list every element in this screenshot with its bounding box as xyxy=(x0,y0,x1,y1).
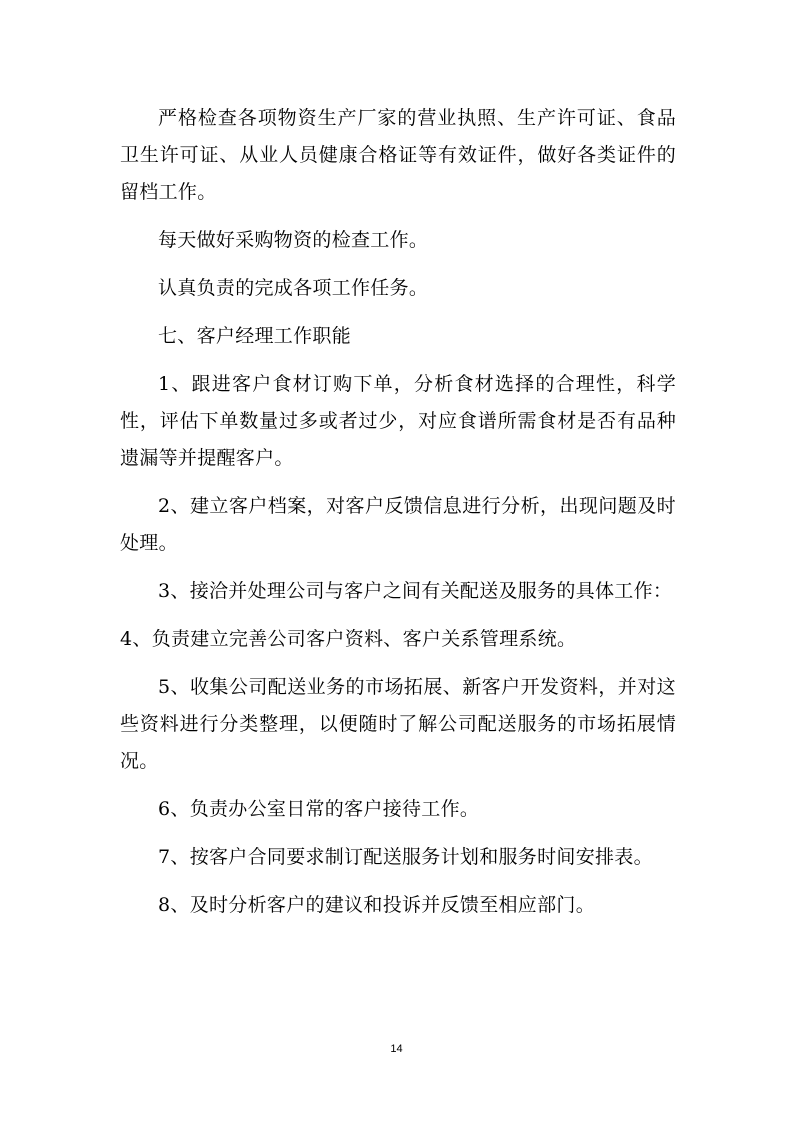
paragraph-item-7: 7、按客户合同要求制订配送服务计划和服务时间安排表。 xyxy=(158,846,653,868)
paragraph-item-8: 8、及时分析客户的建议和投诉并反馈至相应部门。 xyxy=(158,894,595,916)
page-number: 14 xyxy=(390,1043,403,1055)
paragraph-item-1: 1、跟进客户食材订购下单，分析食材选择的合理性，科学性，评估下单数量过多或者过少，对应食谱所需食材是否有品种遗漏等并提醒客户。 xyxy=(120,373,676,469)
paragraph-complete-tasks: 认真负责的完成各项工作任务。 xyxy=(158,277,429,299)
paragraph-item-2: 2、建立客户档案，对客户反馈信息进行分析，出现问题及时处理。 xyxy=(120,495,676,554)
paragraph-daily-inspection: 每天做好采购物资的检查工作。 xyxy=(158,229,429,251)
paragraph-inspect-licenses: 严格检查各项物资生产厂家的营业执照、生产许可证、食品卫生许可证、从业人员健康合格证等有效证件，做好各类证件的留档工作。 xyxy=(120,107,676,203)
paragraph-item-4: 4、负责建立完善公司客户资料、客户关系管理系统。 xyxy=(120,628,577,650)
paragraph-item-5: 5、收集公司配送业务的市场拓展、新客户开发资料，并对这些资料进行分类整理，以便随时了解公司配送服务的市场拓展情况。 xyxy=(120,676,676,772)
document-body xyxy=(120,100,676,935)
paragraph-item-6: 6、负责办公室日常的客户接待工作。 xyxy=(158,798,480,820)
paragraph-item-3: 3、接洽并处理公司与客户之间有关配送及服务的具体工作： xyxy=(158,580,673,602)
section-heading-account-manager: 七、客户经理工作职能 xyxy=(158,325,352,347)
